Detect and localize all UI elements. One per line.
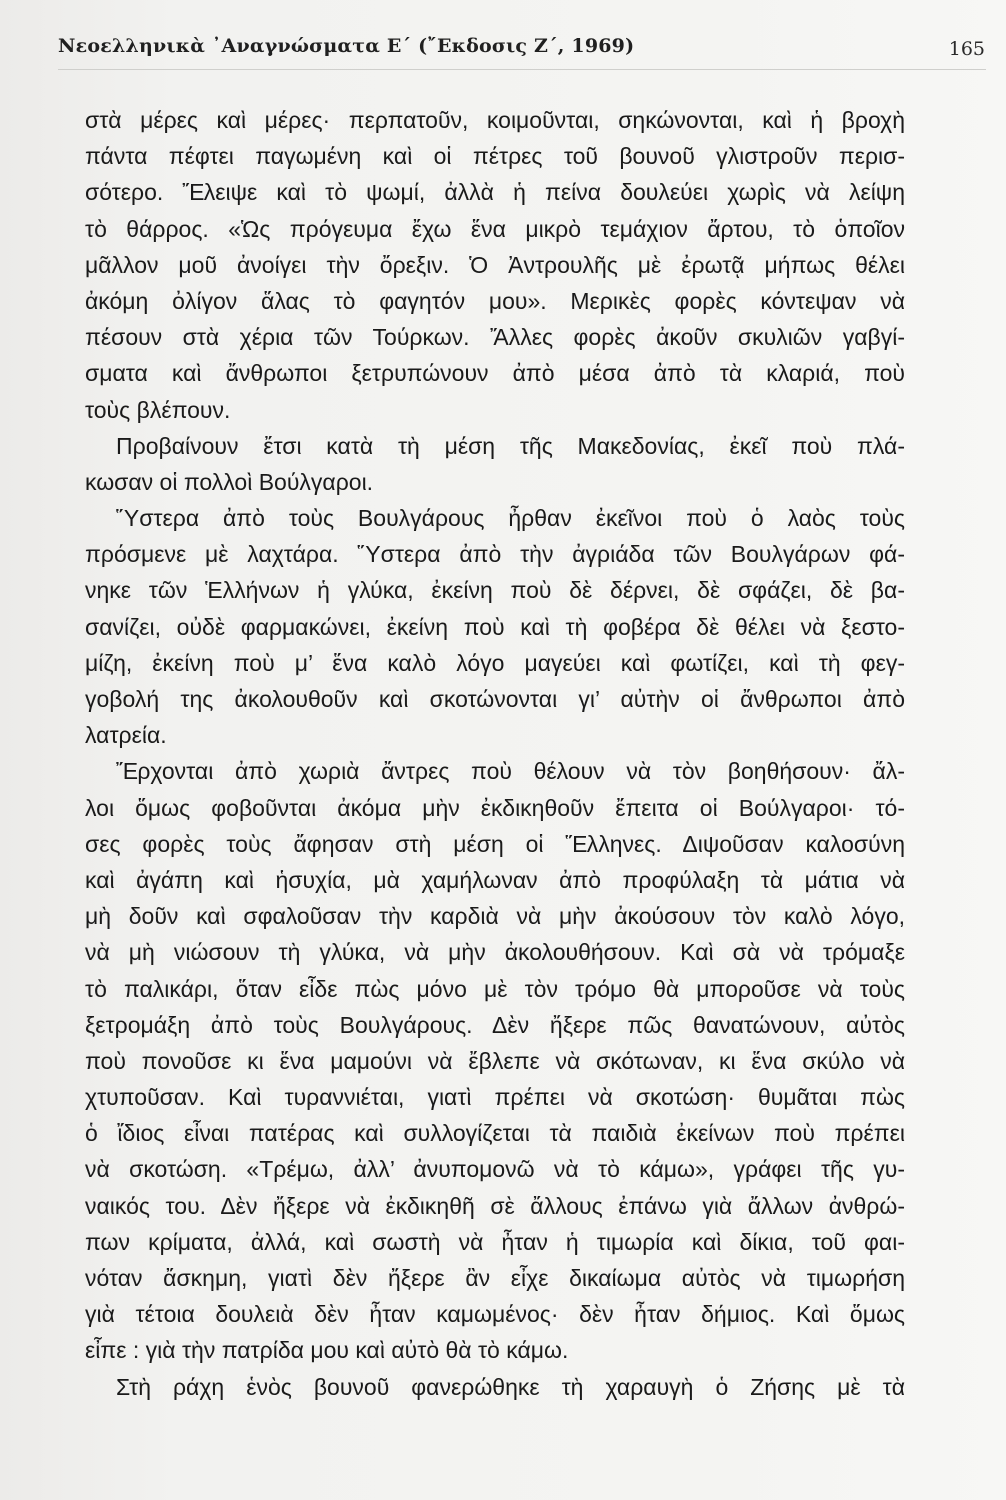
text-line: καὶ ἀγάπη καὶ ἡσυχία, μὰ χαμήλωναν ἀπὸ προφύλαξη τὰ μάτια νὰ: [85, 866, 905, 893]
header-rule: [58, 69, 986, 70]
text-line: πων κρίματα, ἀλλά, καὶ σωστὴ νὰ ἦταν ἡ τιμωρία καὶ δίκια, τοῦ φαι-: [85, 1228, 905, 1255]
text-line: ὁ ἴδιος εἶναι πατέρας καὶ συλλογίζεται τὰ παιδιὰ ἐκείνων ποὺ πρέπει: [85, 1120, 905, 1147]
text-line: νηκε τῶν Ἑλλήνων ἡ γλύκα, ἐκείνη ποὺ δὲ δέρνει, δὲ σφάζει, δὲ βα-: [85, 577, 905, 604]
text-line: νὰ σκοτώση. «Τρέμω, ἀλλ’ ἀνυπομονῶ νὰ τὸ κάμω», γράφει τῆς γυ-: [85, 1156, 905, 1183]
text-line: πρόσμενε μὲ λαχτάρα. Ὕστερα ἀπὸ τὴν ἀγριάδα τῶν Βουλγάρων φά-: [85, 541, 905, 568]
text-line: Στὴ ράχη ἑνὸς βουνοῦ φανερώθηκε τὴ χαραυγὴ ὁ Ζήσης μὲ τὰ: [116, 1373, 905, 1400]
paragraph: [85, 753, 905, 1368]
paragraph: [85, 102, 905, 428]
text-line: νὰ μὴ νιώσουν τὴ γλύκα, νὰ μὴν ἀκολουθήσουν. Καὶ σὰ νὰ τρόμαξε: [85, 939, 905, 966]
text-line: ποὺ πονοῦσε κι ἕνα μαμούνι νὰ ἔβλεπε νὰ σκότωναν, κι ἕνα σκύλο νὰ: [85, 1047, 905, 1074]
paragraph: [85, 428, 905, 500]
text-line: μᾶλλον μοῦ ἀνοίγει τὴν ὄρεξιν. Ὁ Ἀντρουλῆς μὲ ἐρωτᾷ μήπως θέλει: [85, 251, 905, 278]
text-line: σες φορὲς τοὺς ἄφησαν στὴ μέση οἱ Ἕλληνες. Διψοῦσαν καλοσύνη: [85, 830, 905, 857]
text-line: σότερο. Ἔλειψε καὶ τὸ ψωμί, ἀλλὰ ἡ πείνα δουλεύει χωρὶς νὰ λείψη: [85, 179, 905, 206]
paragraph: [85, 500, 905, 753]
text-line: γιὰ τέτοια δουλειὰ δὲν ἦταν καμωμένος· δὲν ἦταν δήμιος. Καὶ ὅμως: [85, 1301, 905, 1328]
text-line: λατρεία.: [85, 722, 167, 749]
running-header: Νεοελληνικὰ ᾿Αναγνώσματα Ε΄ (῎Εκδοσις Ζ΄, 1969): [58, 35, 635, 57]
text-line: λοι ὅμως φοβοῦνται ἀκόμα μὴν ἐκδικηθοῦν ἔπειτα οἱ Βούλγαροι· τό-: [85, 794, 905, 821]
text-line: ξετρομάξη ἀπὸ τοὺς Βουλγάρους. Δὲν ἤξερε πῶς θανατώνουν, αὐτὸς: [85, 1011, 905, 1038]
text-line: τὸ θάρρος. «Ὡς πρόγευμα ἔχω ἕνα μικρὸ τεμάχιον ἄρτου, τὸ ὁποῖον: [85, 215, 905, 242]
text-line: στὰ μέρες καὶ μέρες· περπατοῦν, κοιμοῦνται, σηκώνονται, καὶ ἡ βροχὴ: [85, 107, 905, 133]
text-line: χτυποῦσαν. Καὶ τυραννιέται, γιατὶ πρέπει νὰ σκοτώση· θυμᾶται πὼς: [85, 1084, 905, 1111]
text-line: ἀκόμη ὀλίγον ἅλας τὸ φαγητόν μου». Μερικὲς φορὲς κόντεψαν νὰ: [85, 287, 905, 314]
text-line: τὸ παλικάρι, ὅταν εἶδε πὼς μόνο μὲ τὸν τρόμο θὰ μποροῦσε νὰ τοὺς: [85, 975, 905, 1002]
text-line: εἶπε : γιὰ τὴν πατρίδα μου καὶ αὐτὸ θὰ τὸ κάμω.: [85, 1337, 569, 1364]
text-line: νόταν ἄσκημη, γιατὶ δὲν ἤξερε ἂν εἶχε δικαίωμα αὐτὸς νὰ τιμωρήση: [85, 1265, 905, 1291]
page-number: 165: [948, 38, 985, 60]
text-line: Ὕστερα ἀπὸ τοὺς Βουλγάρους ἦρθαν ἐκεῖνοι ποὺ ὁ λαὸς τοὺς: [116, 505, 905, 532]
text-line: πάντα πέφτει παγωμένη καὶ οἱ πέτρες τοῦ βουνοῦ γλιστροῦν περισ-: [85, 143, 905, 170]
text-line: Ἔρχονται ἀπὸ χωριὰ ἄντρες ποὺ θέλουν νὰ τὸν βοηθήσουν· ἄλ-: [116, 758, 905, 785]
text-line: μίζη, ἐκείνη ποὺ μ’ ἕνα καλὸ λόγο μαγεύει καὶ φωτίζει, καὶ τὴ φεγ-: [85, 649, 905, 676]
text-line: ναικός του. Δὲν ἤξερε νὰ ἐκδικηθῆ σὲ ἄλλους ἐπάνω γιὰ ἄλλων ἀνθρώ-: [85, 1192, 905, 1219]
paragraph: [85, 1369, 905, 1405]
text-line: πέσουν στὰ χέρια τῶν Τούρκων. Ἄλλες φορὲς ἀκοῦν σκυλιῶν γαβγί-: [85, 324, 905, 351]
text-line: μὴ δοῦν καὶ σφαλοῦσαν τὴν καρδιὰ νὰ μὴν ἀκούσουν τὸν καλὸ λόγο,: [85, 903, 905, 930]
text-line: κωσαν οἱ πολλοὶ Βούλγαροι.: [85, 468, 374, 495]
text-line: σματα καὶ ἄνθρωποι ξετρυπώνουν ἀπὸ μέσα ἀπὸ τὰ κλαριά, ποὺ: [85, 360, 905, 387]
text-line: γοβολή της ἀκολουθοῦν καὶ σκοτώνονται γι’ αὐτὴν οἱ ἄνθρωποι ἀπὸ: [85, 686, 905, 712]
text-line: σανίζει, οὐδὲ φαρμακώνει, ἐκείνη ποὺ καὶ τὴ φοβέρα δὲ θέλει νὰ ξεστο-: [85, 613, 905, 640]
body-text: [85, 102, 905, 1405]
text-line: Προβαίνουν ἔτσι κατὰ τὴ μέση τῆς Μακεδονίας, ἐκεῖ ποὺ πλά-: [116, 432, 905, 459]
text-line: τοὺς βλέπουν.: [85, 396, 231, 423]
